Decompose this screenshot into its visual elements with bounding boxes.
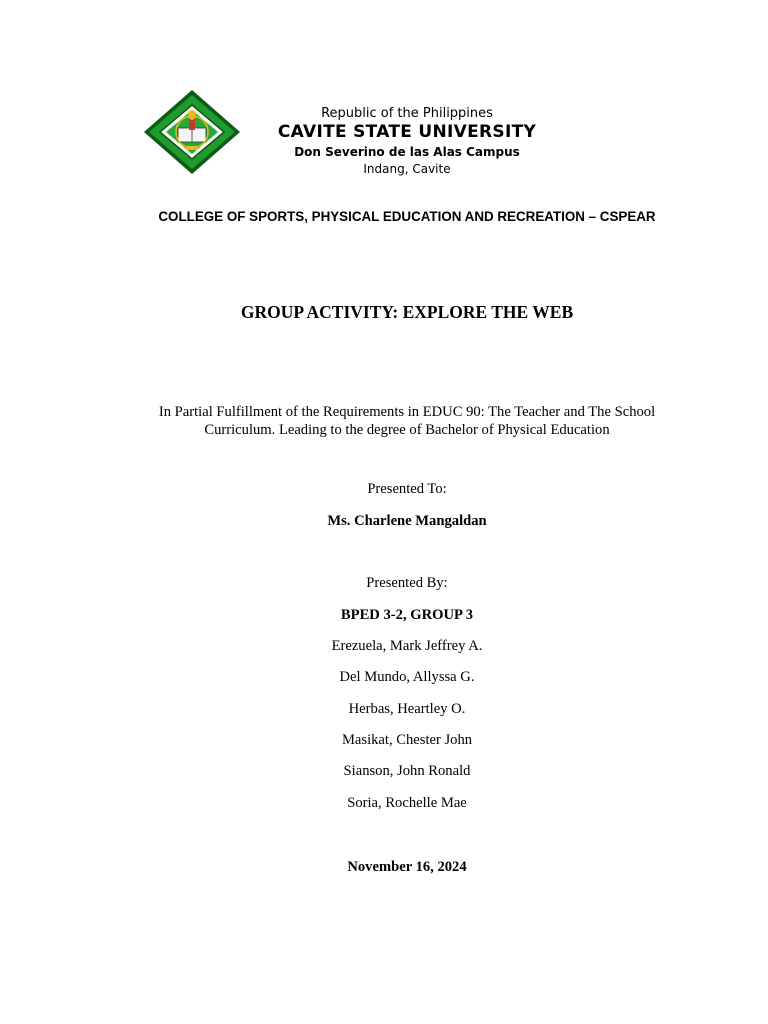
member-name: Erezuela, Mark Jeffrey A. (331, 638, 483, 654)
presented-to-label: Presented To: (367, 481, 447, 497)
university-seal-icon (142, 88, 242, 176)
document-header (142, 86, 672, 178)
republic-line: Republic of the Philippines (321, 106, 493, 121)
submission-date: November 16, 2024 (347, 859, 467, 875)
fulfillment-line-1: In Partial Fulfillment of the Requirements in EDUC 90: The Teacher and The School (158, 404, 656, 420)
group-name: BPED 3-2, GROUP 3 (340, 607, 474, 623)
fulfillment-statement (142, 403, 672, 439)
campus-name: Don Severino de las Alas Campus (294, 145, 520, 159)
university-name: CAVITE STATE UNIVERSITY (277, 122, 537, 142)
fulfillment-line-2: Curriculum. Leading to the degree of Bachelor of Physical Education (204, 422, 610, 438)
member-name: Masikat, Chester John (341, 732, 473, 748)
member-name: Del Mundo, Allyssa G. (339, 669, 475, 685)
member-name: Herbas, Heartley O. (348, 701, 466, 717)
instructor-name: Ms. Charlene Mangaldan (327, 513, 487, 529)
member-name: Sianson, John Ronald (343, 763, 471, 779)
document-title: GROUP ACTIVITY: EXPLORE THE WEB (240, 302, 574, 322)
member-name: Soria, Rochelle Mae (347, 795, 467, 811)
presented-by-label: Presented By: (366, 575, 448, 591)
campus-location: Indang, Cavite (363, 162, 451, 176)
university-info (252, 106, 562, 178)
college-name: COLLEGE OF SPORTS, PHYSICAL EDUCATION AND RECREATION – CSPEAR (158, 209, 656, 224)
